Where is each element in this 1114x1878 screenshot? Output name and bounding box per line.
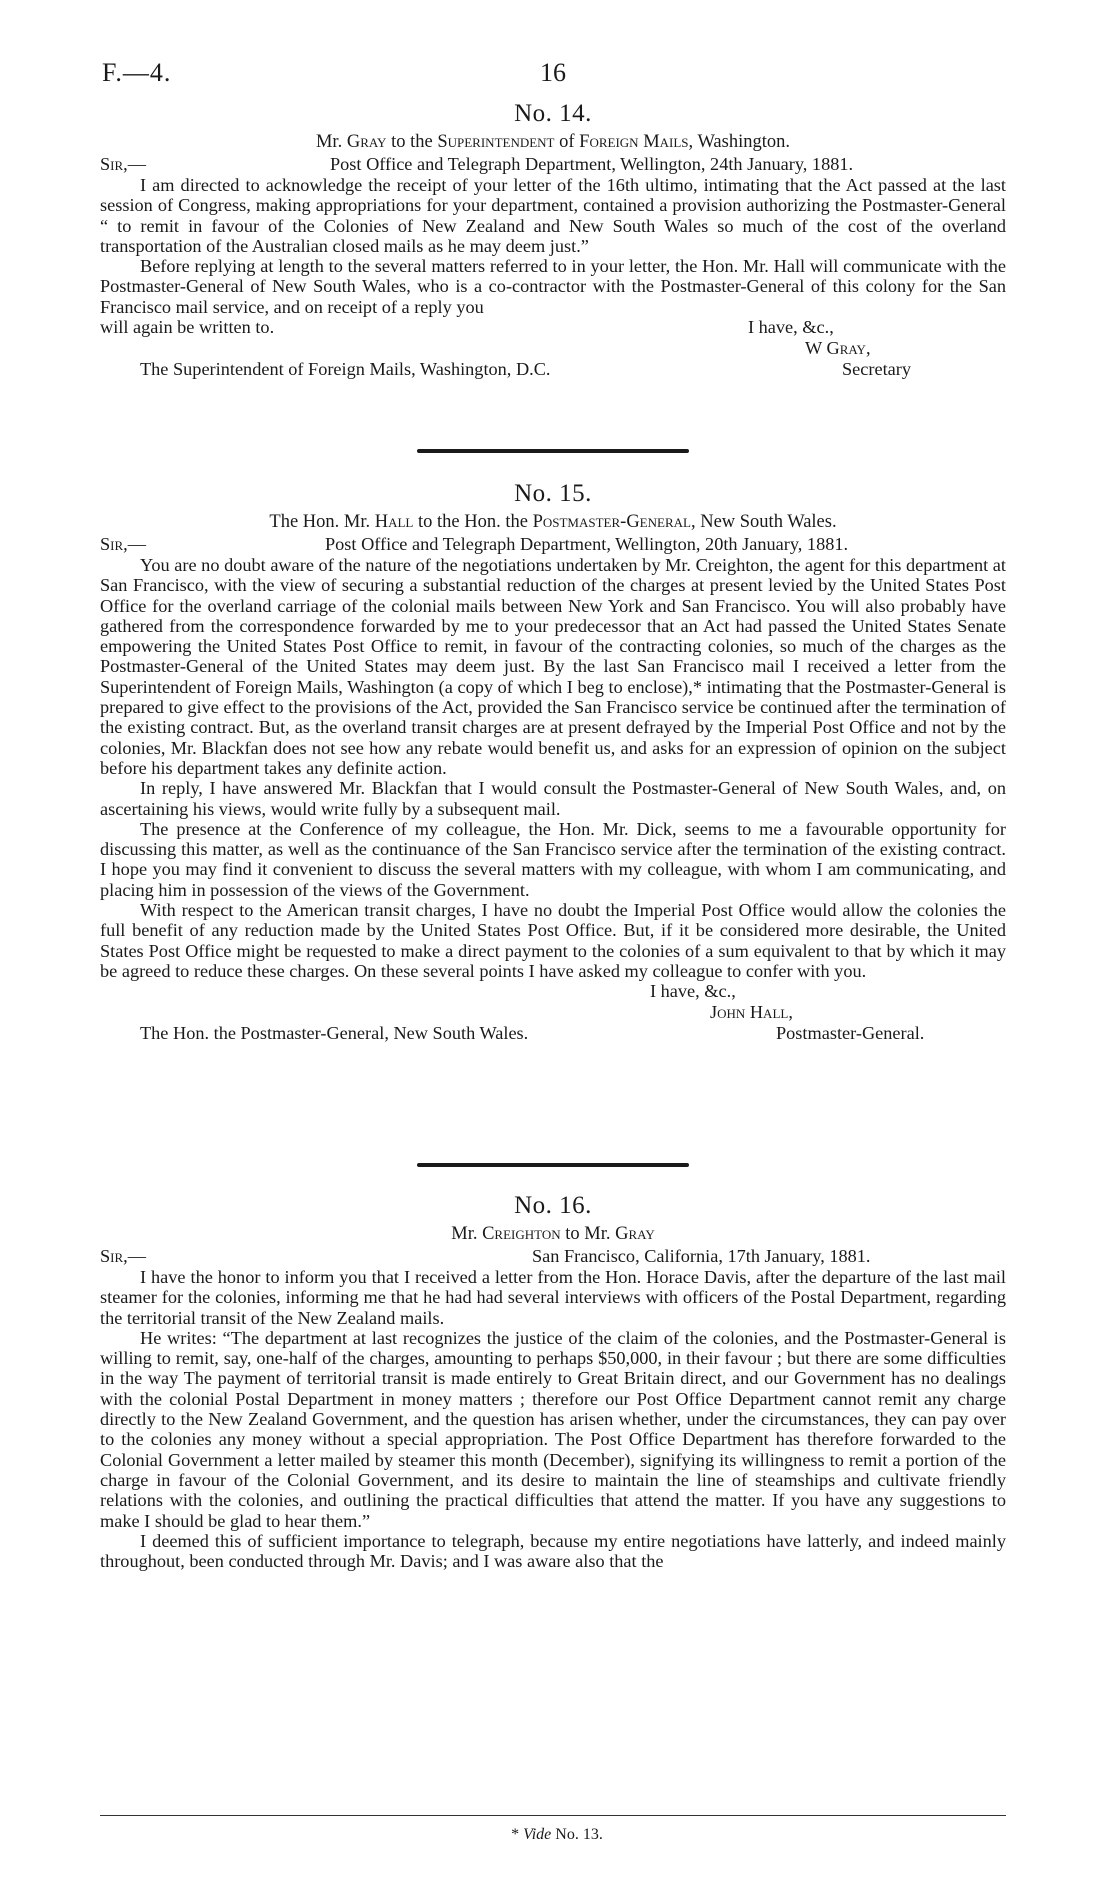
closing: I have, &c., [748, 317, 834, 338]
paragraph: In reply, I have answered Mr. Blackfan that I would consult the Postmaster-General of New South Wales, and, on ascertaining his views, would write fully by a subsequent mail. [100, 778, 1006, 819]
salutation: Sir,— [100, 154, 147, 174]
paragraph: He writes: “The department at last recognizes the justice of the claim of the colonies, and the Postmaster-General is willing to remit, say, one-half of the charges, amounting to perhaps $50,000, in their favour ; but there are some difficulties in the way The payment of territorial transit is made entirely to Great Britain direct, and our Government has no dealings with the colonial Postal Department in money matters ; therefore our Post Office Department cannot remit any charge directly to the New Zealand Government, and the question has arisen whether, under the circumstances, they can pay over to the colonies any money without a special appropriation. The Post Office Department has therefore forwarded to the Colonial Government a letter mailed by steamer this month (December), signifying its willingness to remit a portion of the charge in favour of the Colonial Government, and its desire to maintain the line of steamships and cultivate friendly relations with the colonies, and outlining the practical difficulties that attend the matter. If you have any suggestions to make I should be glad to hear them.” [100, 1327, 1006, 1531]
footnote-rule [100, 1815, 1006, 1816]
footnote: * Vide No. 13. [511, 1826, 603, 1843]
paragraph: With respect to the American transit charges, I have no doubt the Imperial Post Office would allow the colonies the full benefit of any reduction made by the United States Post Office. But, if it be considered more desirable, the United States Post Office might be requested to make a direct payment to the colonies of a sum equivalent to that by which it may be agreed to reduce these charges. On these several points I have asked my colleague to confer with you. [100, 900, 1006, 981]
paragraph: I am directed to acknowledge the receipt of your letter of the 16th ultimo, intimating that the Act passed at the last session of Congress, making appropriations for your department, contained a provision authorizing the Postmaster-General “ to remit in favour of the Colonies of New Zealand and New South Wales so much of the cost of the overland transportation of the Australian closed mails as he may deem just.” [100, 175, 1006, 256]
paragraph: Before replying at length to the several matters referred to in your letter, the Hon. Mr. Hall will communicate with the Postmaster-General of New South Wales, who is a co-contractor with the Postmaster-General of this colony for the San Francisco mail service, and on receipt of a reply you [100, 256, 1006, 317]
letter-number: No. 15. [514, 480, 592, 507]
signature: John Hall, [710, 1002, 793, 1023]
signature: W Gray, [805, 338, 871, 359]
signatory-title: Postmaster-General. [776, 1023, 925, 1044]
paragraph: You are no doubt aware of the nature of the negotiations undertaken by Mr. Creighton, the agent for this department at San Francisco, with the view of securing a substantial reduction of the charges at present levied by the United States Post Office for the overland carriage of the colonial mails between New York and San Francisco. You will also probably have gathered from the correspondence forwarded by me to your predecessor that an Act had passed the United States Senate empowering the United States Post Office to remit, in favour of the contracting colonies, so much of the charges as the Postmaster-General of the United States may deem just. By the last San Francisco mail I received a letter from the Superintendent of Foreign Mails, Washington (a copy of which I beg to enclose),* intimating that the Postmaster-General is prepared to give effect to the provisions of the Act, provided the San Francisco service be continued after the termination of the existing contract. But, as the overland transit charges are at present defrayed by the Imperial Post Office and not by the colonies, Mr. Blackfan does not see how any rebate would benefit us, and asks for an expression of opinion on the subject before his department takes any definite action. [100, 555, 1006, 778]
salutation: Sir,— [100, 1246, 147, 1266]
section-code: F.—4. [102, 58, 172, 87]
letter-no-16 [100, 1192, 1006, 1571]
place-date: San Francisco, California, 17th January, 1881. [532, 1246, 871, 1266]
paragraph: The presence at the Conference of my colleague, the Hon. Mr. Dick, seems to me a favourable opportunity for discussing this matter, as well as the continuance of the San Francisco service after the termination of the existing contract. I hope you may find it convenient to discuss the several matters with my colleague, with whom I am communicating, and placing him in possession of the views of the Government. [100, 818, 1006, 900]
place-date: Post Office and Telegraph Department, Wellington, 20th January, 1881. [325, 534, 849, 554]
letter-address: The Hon. Mr. Hall to the Hon. the Postmaster-General, New South Wales. [269, 512, 837, 532]
letter-no-15 [100, 480, 1006, 1044]
letter-address: Mr. Creighton to Mr. Gray [451, 1224, 655, 1244]
section-rule [417, 449, 689, 453]
recipient: The Superintendent of Foreign Mails, Washington, D.C. [140, 359, 551, 380]
recipient: The Hon. the Postmaster-General, New South Wales. [140, 1023, 529, 1044]
closing: I have, &c., [650, 981, 736, 1002]
paragraph: I have the honor to inform you that I received a letter from the Hon. Horace Davis, after the departure of the last mail steamer for the colonies, informing me that he had had several interviews with officers of the Postal Department, regarding the territorial transit of the New Zealand mails. [100, 1267, 1006, 1328]
letter-no-14 [100, 100, 1006, 380]
place-date: Post Office and Telegraph Department, Wellington, 24th January, 1881. [330, 154, 854, 174]
paragraph: I deemed this of sufficient importance to telegraph, because my entire negotiations have latterly, and indeed mainly throughout, been conducted through Mr. Davis; and I was aware also that the [100, 1530, 1006, 1572]
page-number: 16 [540, 58, 566, 87]
letter-address: Mr. Gray to the Superintendent of Foreign Mails, Washington. [315, 132, 790, 152]
paragraph-end: will again be written to. [100, 317, 275, 338]
section-rule [417, 1163, 689, 1167]
salutation: Sir,— [100, 534, 147, 554]
letter-number: No. 14. [514, 100, 592, 127]
letter-number: No. 16. [514, 1192, 592, 1219]
signatory-title: Secretary [842, 359, 912, 380]
